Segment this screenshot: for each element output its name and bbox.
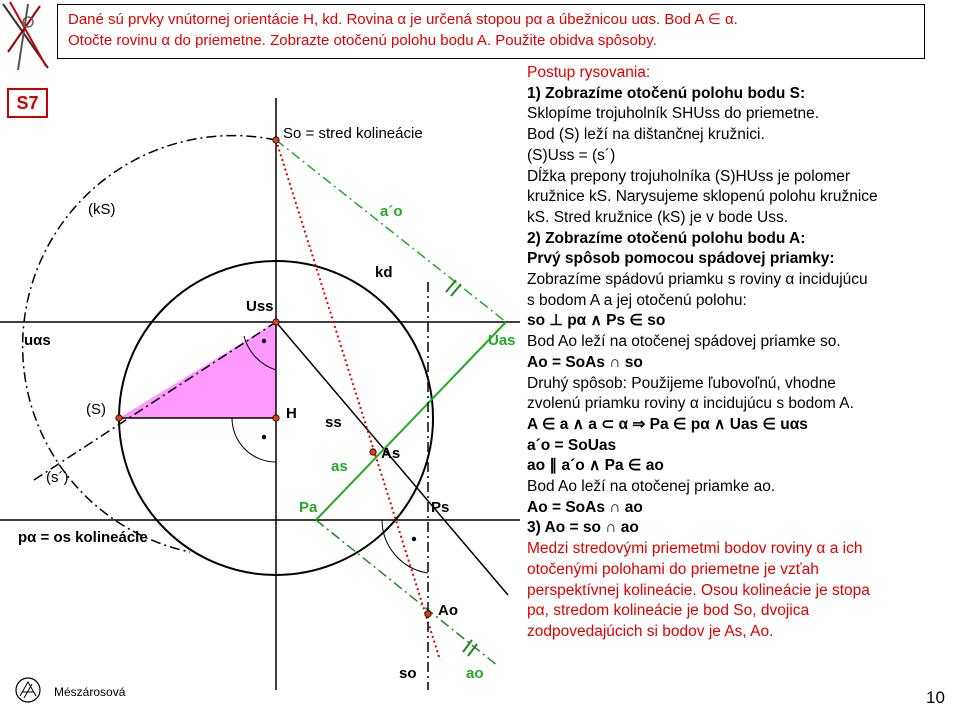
pravy-uhol-bodka-3: [412, 537, 416, 541]
zadanie-riadok-1: Dané sú prvky vnútornej orientácie H, kd. Rovina α je určená stopou pα a úbežnicou uαs. Bod A ∈ α.: [68, 11, 738, 28]
author-logo-mark: [20, 682, 36, 698]
bod-So: [273, 137, 279, 143]
bod-S-rot: [116, 415, 122, 421]
postup-riadok: so ⊥ pα ∧ Ps ∈ so: [527, 312, 666, 330]
rovnobeznost-znacka-1: [446, 280, 461, 296]
label-Pa: Pa: [299, 499, 318, 516]
postup-riadok: A ∈ a ∧ a ⊂ α ⇒ Pa ∈ pα ∧ Uas ∈ uαs: [527, 415, 808, 433]
pravy-uhol-H: [232, 418, 276, 462]
label-u-alpha: uαs: [24, 332, 51, 349]
page-number: 10: [926, 688, 945, 707]
postup-riadok: 2) Zobrazíme otočenú polohu bodu A:: [527, 229, 806, 247]
postup-riadok: Postup rysovania:: [527, 64, 651, 81]
label-ao: ao: [466, 665, 484, 682]
postup-riadok: zvolenú priamku roviny α incidujúcu s bodom A.: [527, 395, 854, 413]
postup-riadok: Bod Ao leží na otočenej spádovej priamke so.: [527, 333, 841, 351]
postup-riadok: Druhý spôsob: Použijeme ľubovoľnú, vhodne: [527, 374, 836, 392]
drawing-tools-icon: [3, 2, 48, 70]
postup-riadok: Dĺžka prepony trojuholníka (S)HUss je polomer: [527, 167, 851, 185]
postup-riadok: Ao = SoAs ∩ ao: [527, 498, 643, 516]
postup-riadok: Sklopíme trojuholník SHUss do priemetne.: [527, 105, 820, 123]
postup-riadok: otočenými polohami do priemetne je vzťah: [527, 560, 819, 578]
label-as: as: [331, 458, 348, 475]
label-a-prime-o: a´o: [380, 203, 403, 220]
postup-riadok: a´o = SoUas: [527, 436, 617, 454]
label-kS: (kS): [88, 201, 116, 218]
label-so: so: [399, 665, 417, 682]
postup-riadok: ao ∥ a´o ∧ Pa ∈ ao: [527, 457, 664, 475]
label-p-alpha: pα = os kolineácie: [18, 529, 148, 546]
bod-Uss: [273, 319, 279, 325]
postup-riadok: perspektívnej kolineácie. Osou kolineácie je stopa: [527, 581, 870, 599]
label-S-rot: (S): [86, 401, 106, 418]
bod-H: [273, 415, 279, 421]
postup-riadok: s bodom A a jej otočenú polohu:: [527, 291, 747, 309]
slide-code-badge: S7: [7, 88, 48, 118]
postup-riadok: Ao = SoAs ∩ so: [527, 353, 643, 371]
priamka-a-prime-o: [276, 140, 506, 322]
pravy-uhol-bodka-1: [262, 339, 266, 343]
postup-riadok: zodpovedajúcich si bodov je As, Ao.: [527, 622, 774, 640]
postup-riadok: kS. Stred kružnice (kS) je v bode Uss.: [527, 208, 789, 226]
label-Uss: Uss: [246, 298, 274, 315]
postup-riadok: Bod Ao leží na otočenej priamke ao.: [527, 478, 776, 496]
priamka-as: [316, 322, 506, 520]
bod-As: [370, 449, 376, 455]
label-So: So = stred kolineácie: [283, 125, 423, 142]
postup-riadok: Zobrazíme spádovú priamku s roviny α incidujúcu: [527, 271, 868, 289]
postup-riadok: Prvý spôsob pomocou spádovej priamky:: [527, 250, 835, 268]
lucm-So-Ao: [276, 140, 440, 660]
postup-riadok: (S)Uss = (s´): [527, 146, 616, 164]
author-name: Mészárosová: [54, 685, 126, 699]
postup-rysovania: [527, 63, 957, 643]
label-H: H: [286, 405, 297, 422]
postup-riadok: 3) Ao = so ∩ ao: [527, 519, 639, 537]
rovnobeznost-znacka-2: [463, 640, 477, 656]
kruznica-kS-arc: [23, 136, 276, 552]
label-kd: kd: [375, 264, 393, 281]
priamka-ao: [316, 520, 498, 666]
postup-riadok: pα, stredom kolineácie je bod So, dvojica: [527, 602, 810, 620]
postup-riadok: Medzi stredovými priemetmi bodov roviny α a ich: [527, 540, 863, 558]
postup-riadok: kružnice kS. Narysujeme sklopenú polohu kružnice: [527, 188, 878, 206]
zadanie-ulohy: [57, 4, 925, 59]
postup-riadok: Bod (S) leží na dištančnej kružnici.: [527, 126, 765, 144]
postup-riadok: 1) Zobrazíme otočenú polohu bodu S:: [527, 84, 806, 102]
label-Ps: Ps: [431, 499, 450, 516]
label-ss: ss: [325, 414, 342, 431]
pravy-uhol-bodka-2: [262, 435, 266, 439]
label-As: As: [381, 445, 401, 462]
bod-Ao: [425, 611, 431, 617]
label-Ao: Ao: [438, 602, 458, 619]
label-Uas: Uas: [488, 332, 516, 349]
zadanie-riadok-2: Otočte rovinu α do priemetne. Zobrazte otočenú polohu bodu A. Použite obidva spôsoby.: [68, 32, 657, 49]
label-s-prime: (s´): [46, 469, 69, 486]
